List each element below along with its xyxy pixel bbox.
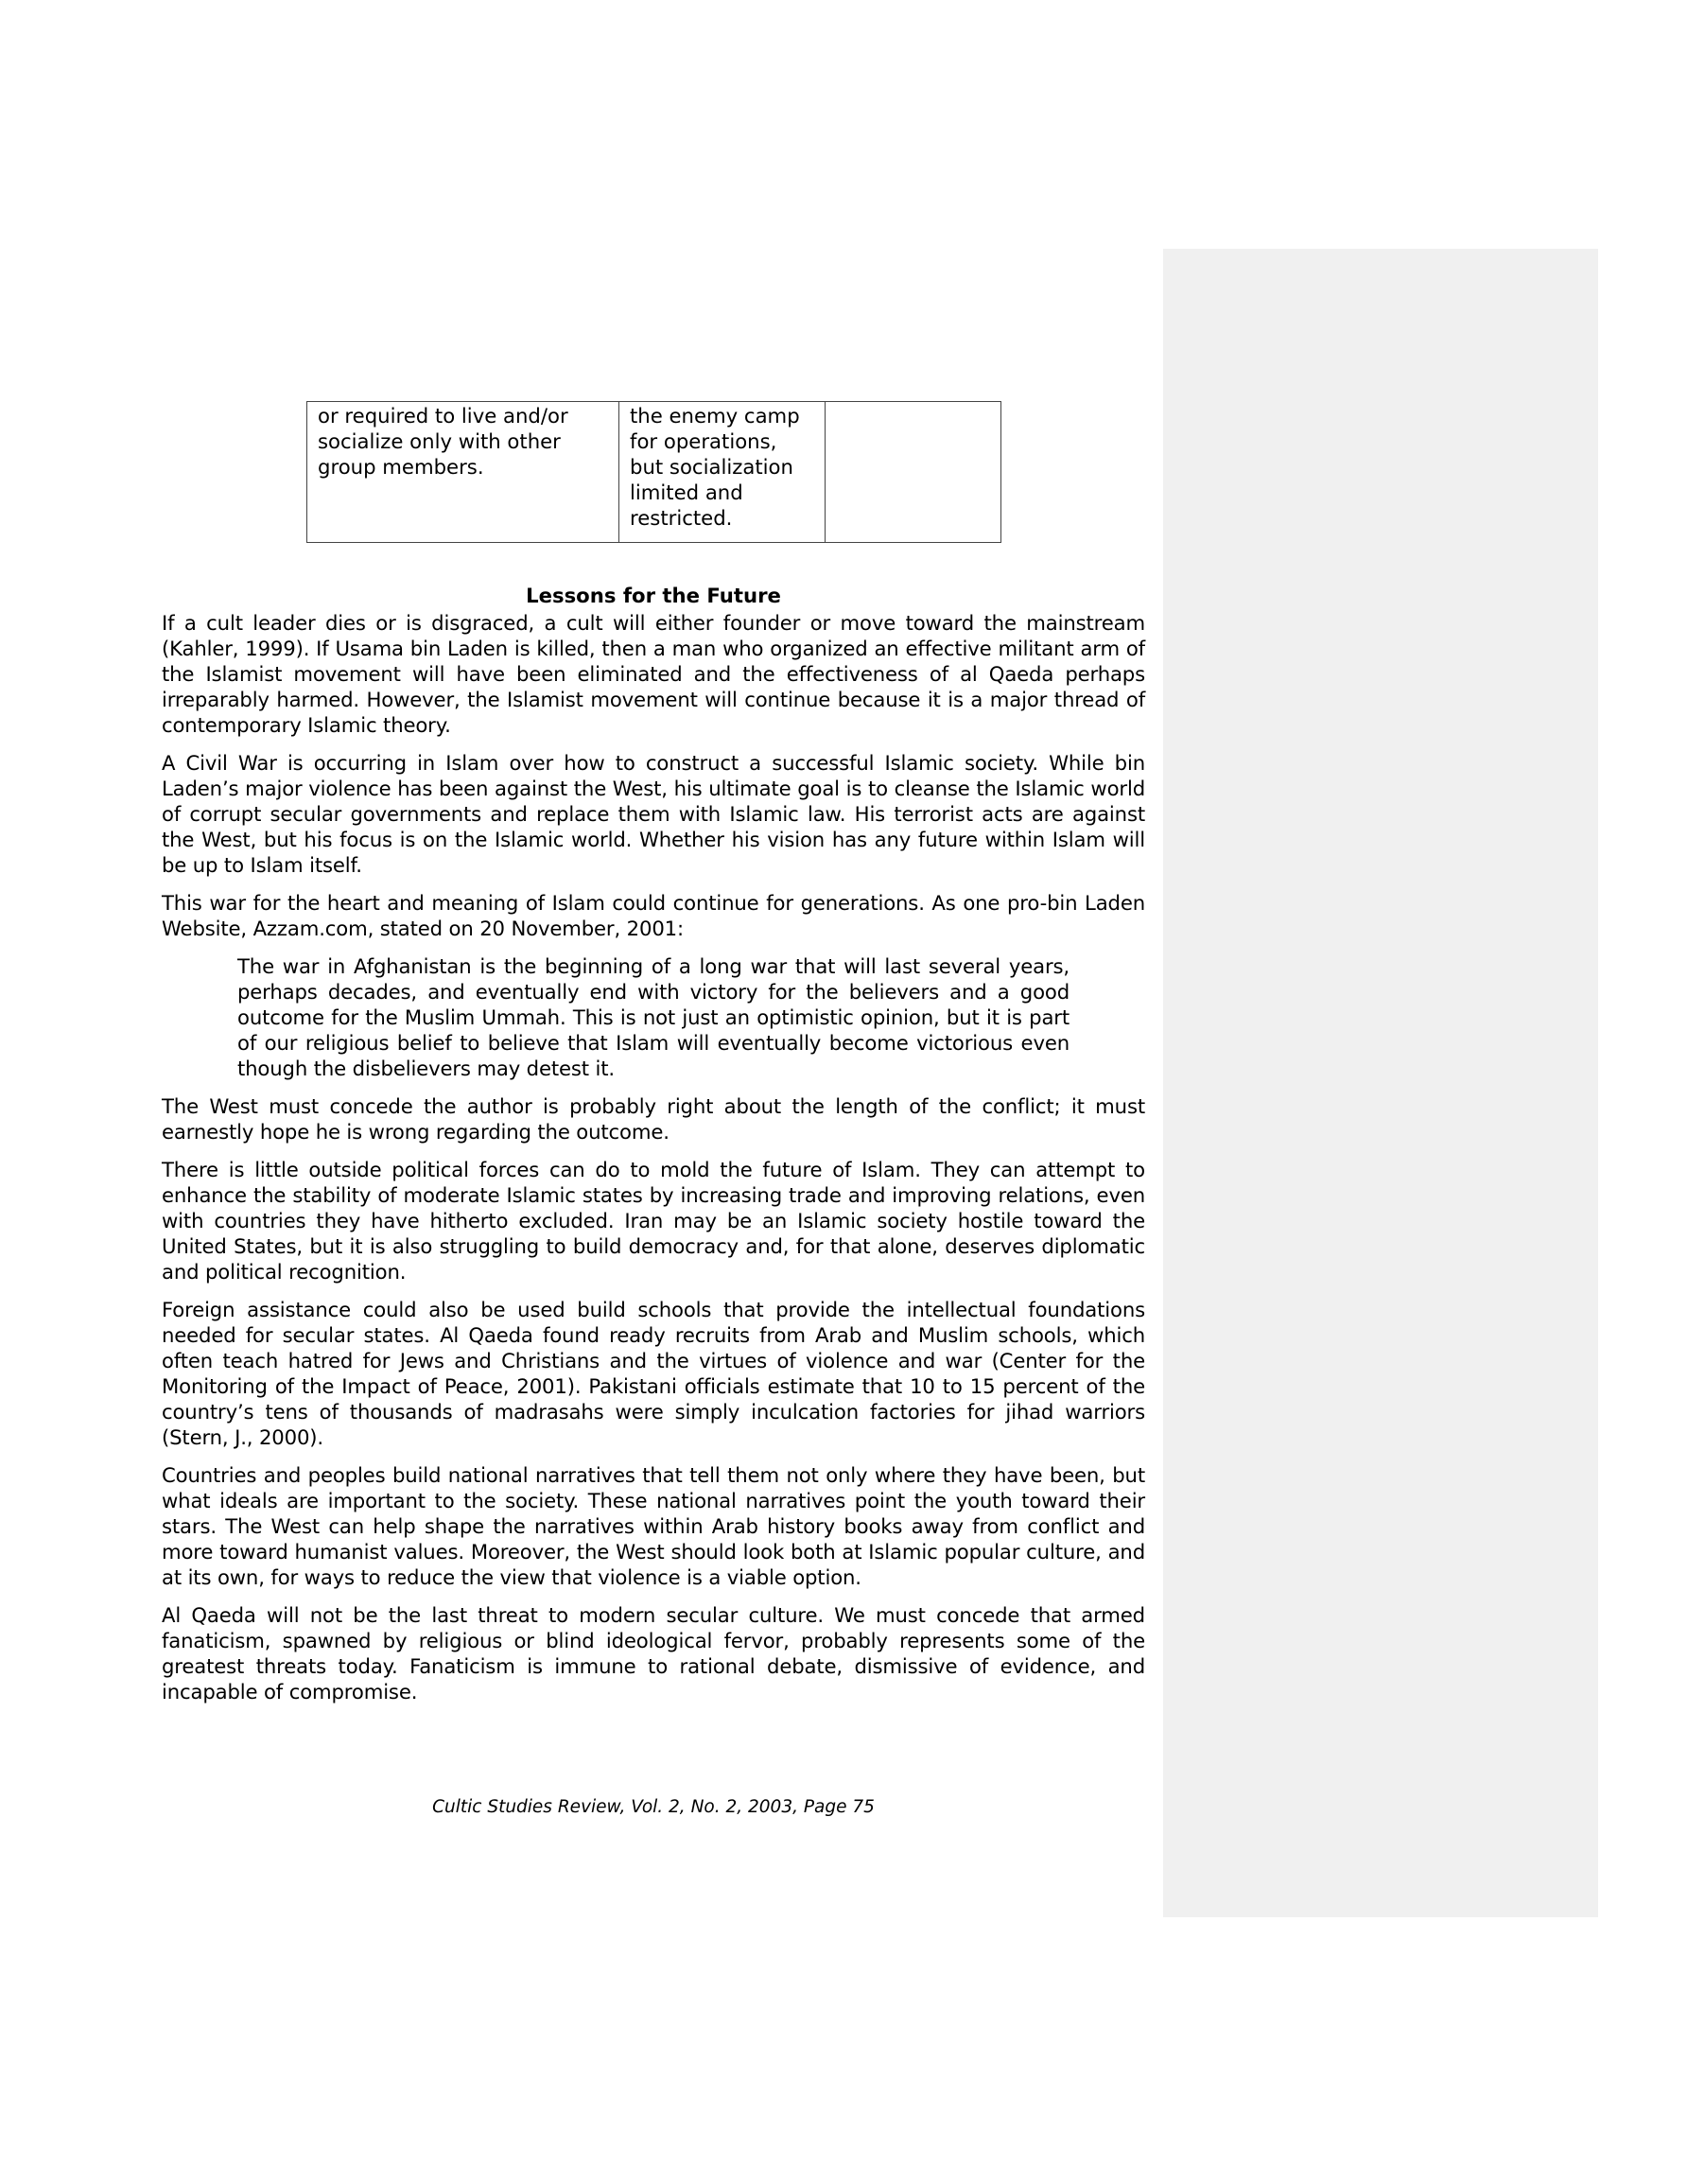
cell-line: group members. <box>318 455 484 479</box>
paragraph: This war for the heart and meaning of Islam could continue for generations. As one pro-bin Laden Website, Azzam.com, stated on 20 November, 2001: <box>162 891 1145 940</box>
paragraph: Foreign assistance could also be used build schools that provide the intellectual foundations needed for secular states. Al Qaeda found ready recruits from Arab and Muslim schools, which often teach hatred for Jews and Christians and the virtues of violence and war (Center for the Monitoring of the Impact of Peace, 2001). Pakistani officials estimate that 10 to 15 percent of the country’s tens of thousands of madrasahs were simply inculcation factories for jihad warriors (Stern, J., 2000). <box>162 1298 1145 1449</box>
cell-line: restricted. <box>630 506 733 530</box>
block-quote: The war in Afghanistan is the beginning of a long war that will last several years, perhaps decades, and eventually end with victory for the believers and a good outcome for the Muslim Ummah. This is not just an optimistic opinion, but it is part of our religious belief to believe that Islam will eventually become victorious even though the disbelievers may detest it. <box>237 954 1070 1080</box>
page-content <box>162 401 1145 1717</box>
table-cell <box>307 402 619 543</box>
cell-line: limited and <box>630 480 743 504</box>
cell-line: the enemy camp <box>630 404 800 428</box>
cell-line: for operations, <box>630 429 777 453</box>
section-heading: Lessons for the Future <box>526 584 781 607</box>
paragraph: There is little outside political forces can do to mold the future of Islam. They can attempt to enhance the stability of moderate Islamic states by increasing trade and improving relations, even with countries they have hitherto excluded. Iran may be an Islamic society hostile toward the United States, but it is also struggling to build democracy and, for that alone, deserves diplomatic and political recognition. <box>162 1158 1145 1284</box>
cell-line: but socialization <box>630 455 793 479</box>
paragraph: The West must concede the author is probably right about the length of the conflict; it must earnestly hope he is wrong regarding the outcome. <box>162 1094 1145 1144</box>
paragraph: Al Qaeda will not be the last threat to modern secular culture. We must concede that armed fanaticism, spawned by religious or blind ideological fervor, probably represents some of the greatest threats today. Fanaticism is immune to rational debate, dismissive of evidence, and incapable of compromise. <box>162 1603 1145 1704</box>
cell-line: socialize only with other <box>318 429 561 453</box>
table-cell <box>619 402 826 543</box>
cell-line: or required to live and/or <box>318 404 568 428</box>
paragraph: Countries and peoples build national narratives that tell them not only where they have been, but what ideals are important to the society. These national narratives point the youth toward their stars. The West can help shape the narratives within Arab history books away from conflict and more toward humanist values. Moreover, the West should look both at Islamic popular culture, and at its own, for ways to reduce the view that violence is a viable option. <box>162 1463 1145 1589</box>
page-footer: Cultic Studies Review, Vol. 2, No. 2, 2003, Page 75 <box>432 1797 875 1817</box>
table-cell-empty <box>826 402 1001 543</box>
paragraph: If a cult leader dies or is disgraced, a cult will either founder or move toward the mainstream (Kahler, 1999). If Usama bin Laden is killed, then a man who organized an effective militant arm of the Islamist movement will have been eliminated and the effectiveness of al Qaeda perhaps irreparably harmed. However, the Islamist movement will continue because it is a major thread of contemporary Islamic theory. <box>162 611 1145 737</box>
continuation-table <box>306 401 1001 543</box>
comment-pane <box>1163 249 1598 1917</box>
paragraph: A Civil War is occurring in Islam over how to construct a successful Islamic society. While bin Laden’s major violence has been against the West, his ultimate goal is to cleanse the Islamic world of corrupt secular governments and replace them with Islamic law. His terrorist acts are against the West, but his focus is on the Islamic world. Whether his vision has any future within Islam will be up to Islam itself. <box>162 751 1145 877</box>
table-row <box>307 402 1001 543</box>
